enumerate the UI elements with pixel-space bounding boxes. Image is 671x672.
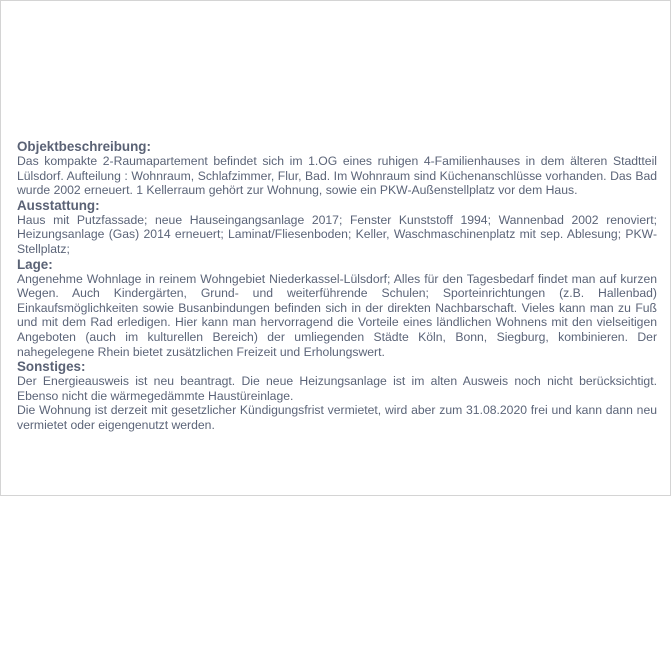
section-heading: Ausstattung: bbox=[17, 197, 100, 213]
section-paragraph: Haus mit Putzfassade; neue Hauseingangsanlage 2017; Fenster Kunststoff 1994; Wannenbad 2002 renoviert; Heizungsanlage (Gas) 2014 erneuert; Laminat/Fliesenboden; Keller, Waschmaschinenplatz mit sep. Ablesung; PKW-Stellplatz; bbox=[17, 212, 657, 256]
section-paragraph: Der Energieausweis ist neu beantragt. Die neue Heizungsanlage ist im alten Ausweis noch nicht berücksichtigt. Ebenso nicht die wärmegedämmte Haustüreinlage. bbox=[17, 374, 657, 403]
section-paragraph: Das kompakte 2-Raumapartement befindet sich im 1.OG eines ruhigen 4-Familienhauses in dem älteren Stadtteil Lülsdorf. Aufteilung : Wohnraum, Schlafzimmer, Flur, Bad. Im Wohnraum sind Küchenanschlüsse vorhanden. Das Bad wurde 2002 erneuert. 1 Kellerraum gehört zur Wohnung, sowie ein PKW-Außenstellplatz vor dem Haus. bbox=[17, 154, 657, 198]
section-objektbeschreibung bbox=[17, 139, 657, 198]
section-paragraph: Angenehme Wohnlage in reinem Wohngebiet Niederkassel-Lülsdorf; Alles für den Tagesbedarf findet man auf kurzen Wegen. Auch Kindergärten, Grund- und weiterführende Schulen; Sporteinrichtungen (z.B. Hallenbad) Einkaufsmöglichkeiten sowie Busanbindungen befinden sich in der direkten Nachbarschaft. Vieles kann man zu Fuß und mit dem Rad erledigen. Hier kann man hervorragend die Vorteile eines ländlichen Wohnens mit den vielseitigen Angeboten (auch im kulturellen Bereich) der umliegenden Städte Köln, Bonn, Siegburg, kombinieren. Der nahegelegene Rhein bietet zusätzlichen Freizeit und Erholungswert. bbox=[17, 271, 657, 359]
section-heading: Sonstiges: bbox=[17, 359, 86, 375]
section-ausstattung bbox=[17, 198, 657, 257]
section-lage bbox=[17, 257, 657, 360]
section-sonstiges bbox=[17, 359, 657, 432]
section-heading: Objektbeschreibung: bbox=[17, 139, 151, 154]
listing-description bbox=[17, 139, 657, 433]
section-paragraph: Die Wohnung ist derzeit mit gesetzlicher Kündigungsfrist vermietet, wird aber zum 31.08.2020 frei und kann dann neu vermietet oder eigengenutzt werden. bbox=[17, 403, 657, 432]
section-heading: Lage: bbox=[17, 256, 53, 272]
